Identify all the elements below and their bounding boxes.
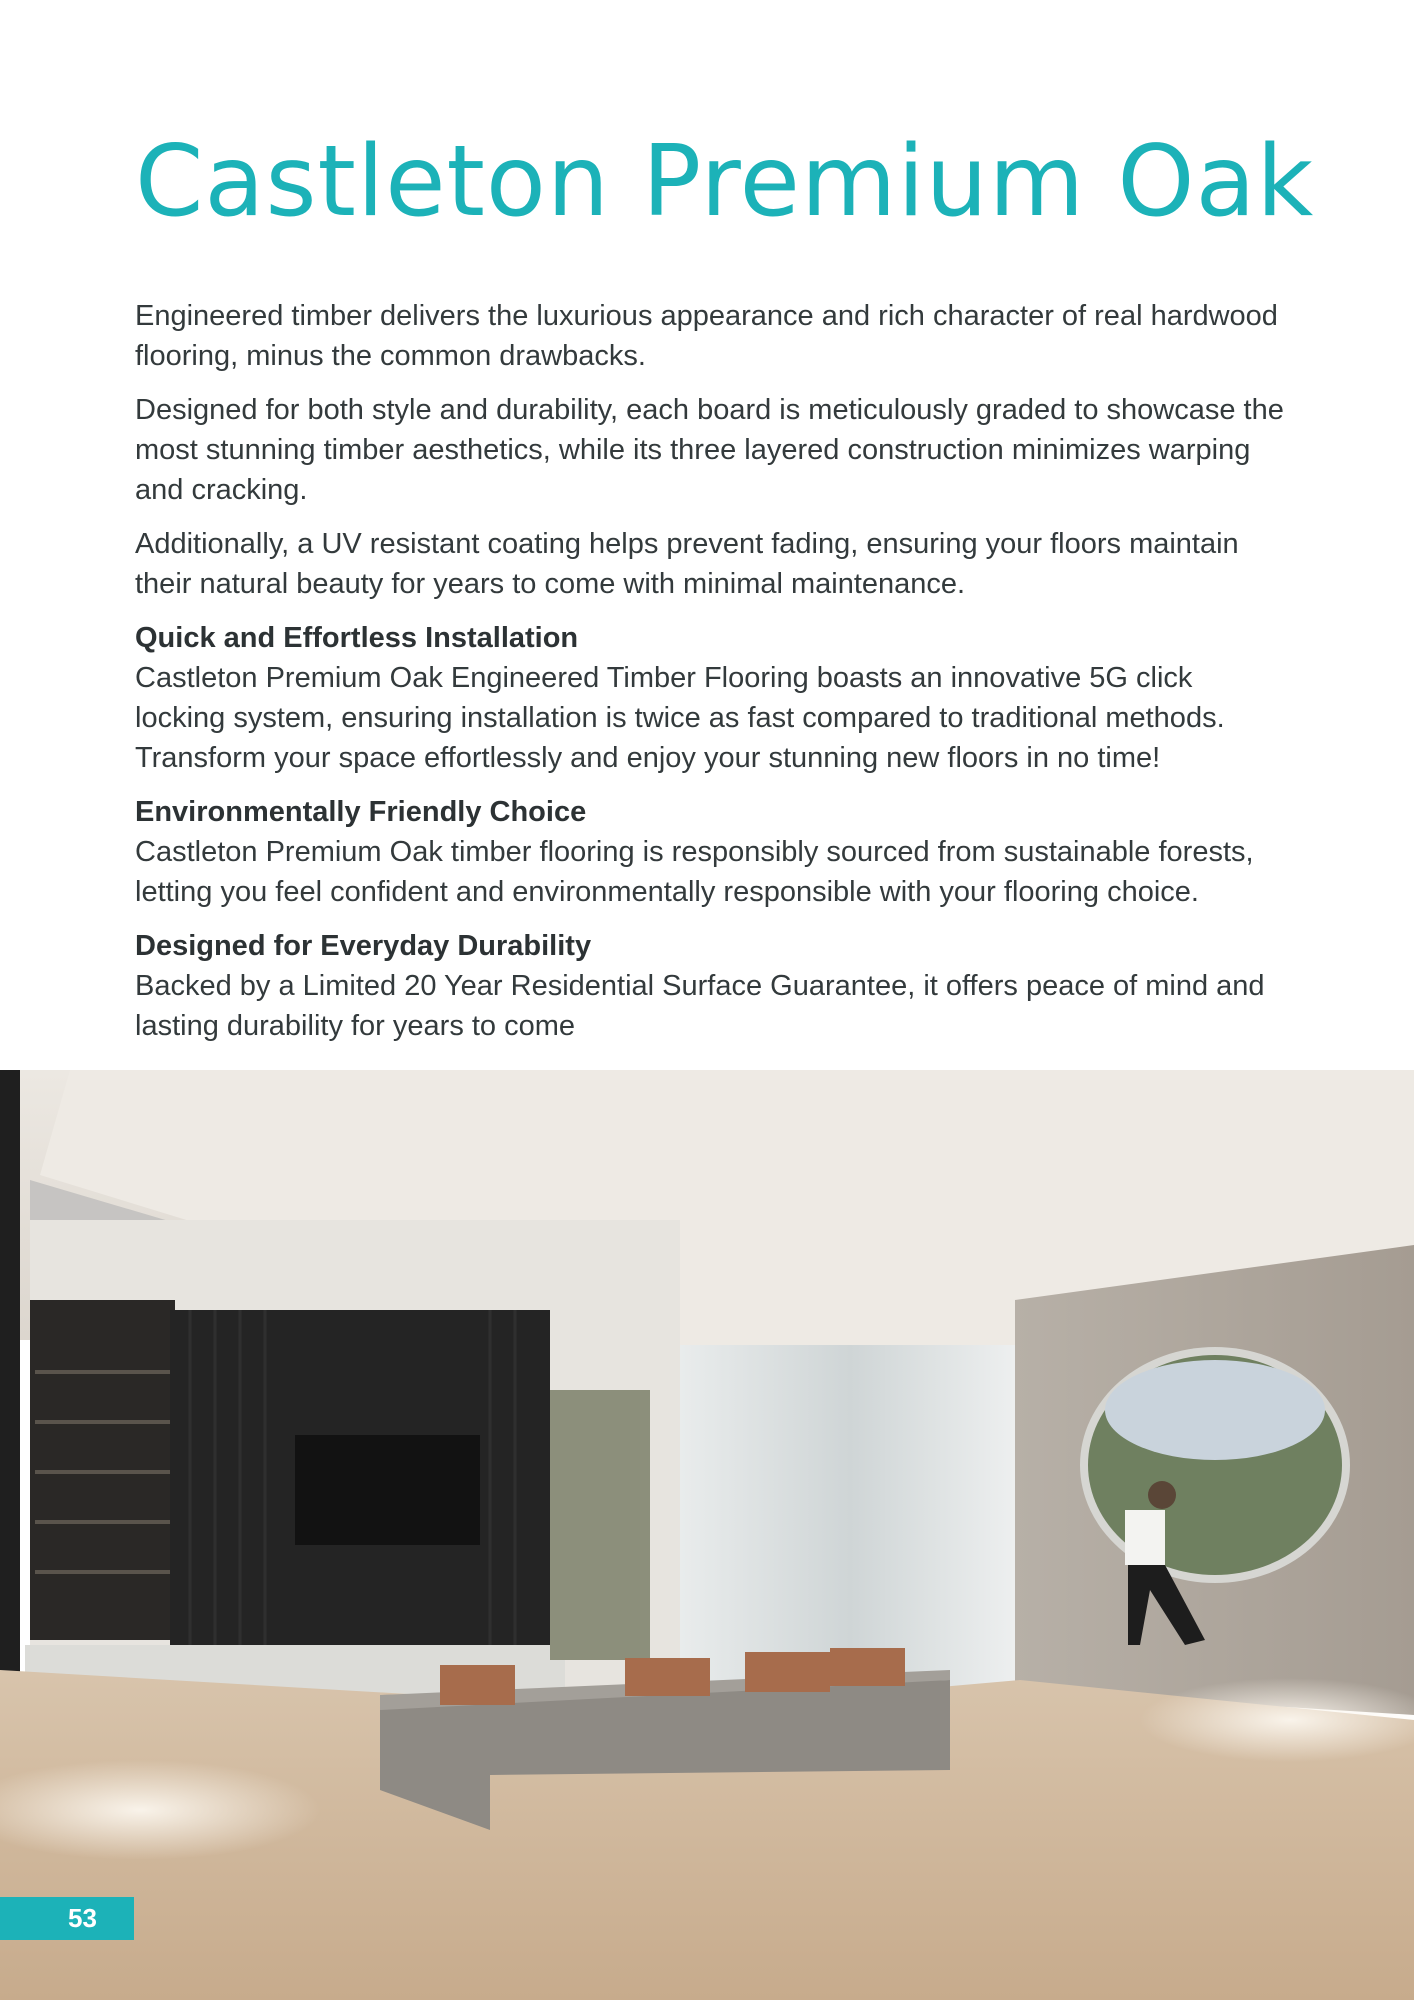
feature-heading-durability: Designed for Everyday Durability	[135, 930, 592, 962]
feature-text-durability: Backed by a Limited 20 Year Residential Surface Guarantee, it offers peace of mind and lasting durability for years to come	[135, 970, 1265, 1042]
living-room-photo	[0, 1070, 1414, 2000]
page-number-tab	[0, 1897, 134, 1940]
feature-heading-installation: Quick and Effortless Installation	[135, 622, 579, 654]
feature-heading-environment: Environmentally Friendly Choice	[135, 796, 587, 828]
feature-text-installation: Castleton Premium Oak Engineered Timber Flooring boasts an innovative 5G click locking system, ensuring installation is twice as fast compared to traditional methods. Transform your space effortlessly and enjoy your stunning new floors in no time!	[135, 662, 1225, 774]
page-title: Castleton Premium Oak	[135, 125, 1315, 239]
intro-paragraph-1: Engineered timber delivers the luxurious appearance and rich character of real hardwood flooring, minus the common drawbacks.	[135, 300, 1278, 372]
feature-text-environment: Castleton Premium Oak timber flooring is responsibly sourced from sustainable forests, letting you feel confident and environmentally responsible with your flooring choice.	[135, 836, 1254, 908]
description-block	[135, 296, 1285, 1060]
page-number: 53	[68, 1903, 97, 1933]
intro-paragraph-2: Designed for both style and durability, each board is meticulously graded to showcase the most stunning timber aesthetics, while its three layered construction minimizes warping and cracking.	[135, 394, 1284, 506]
intro-paragraph-3: Additionally, a UV resistant coating helps prevent fading, ensuring your floors maintain their natural beauty for years to come with minimal maintenance.	[135, 528, 1239, 600]
